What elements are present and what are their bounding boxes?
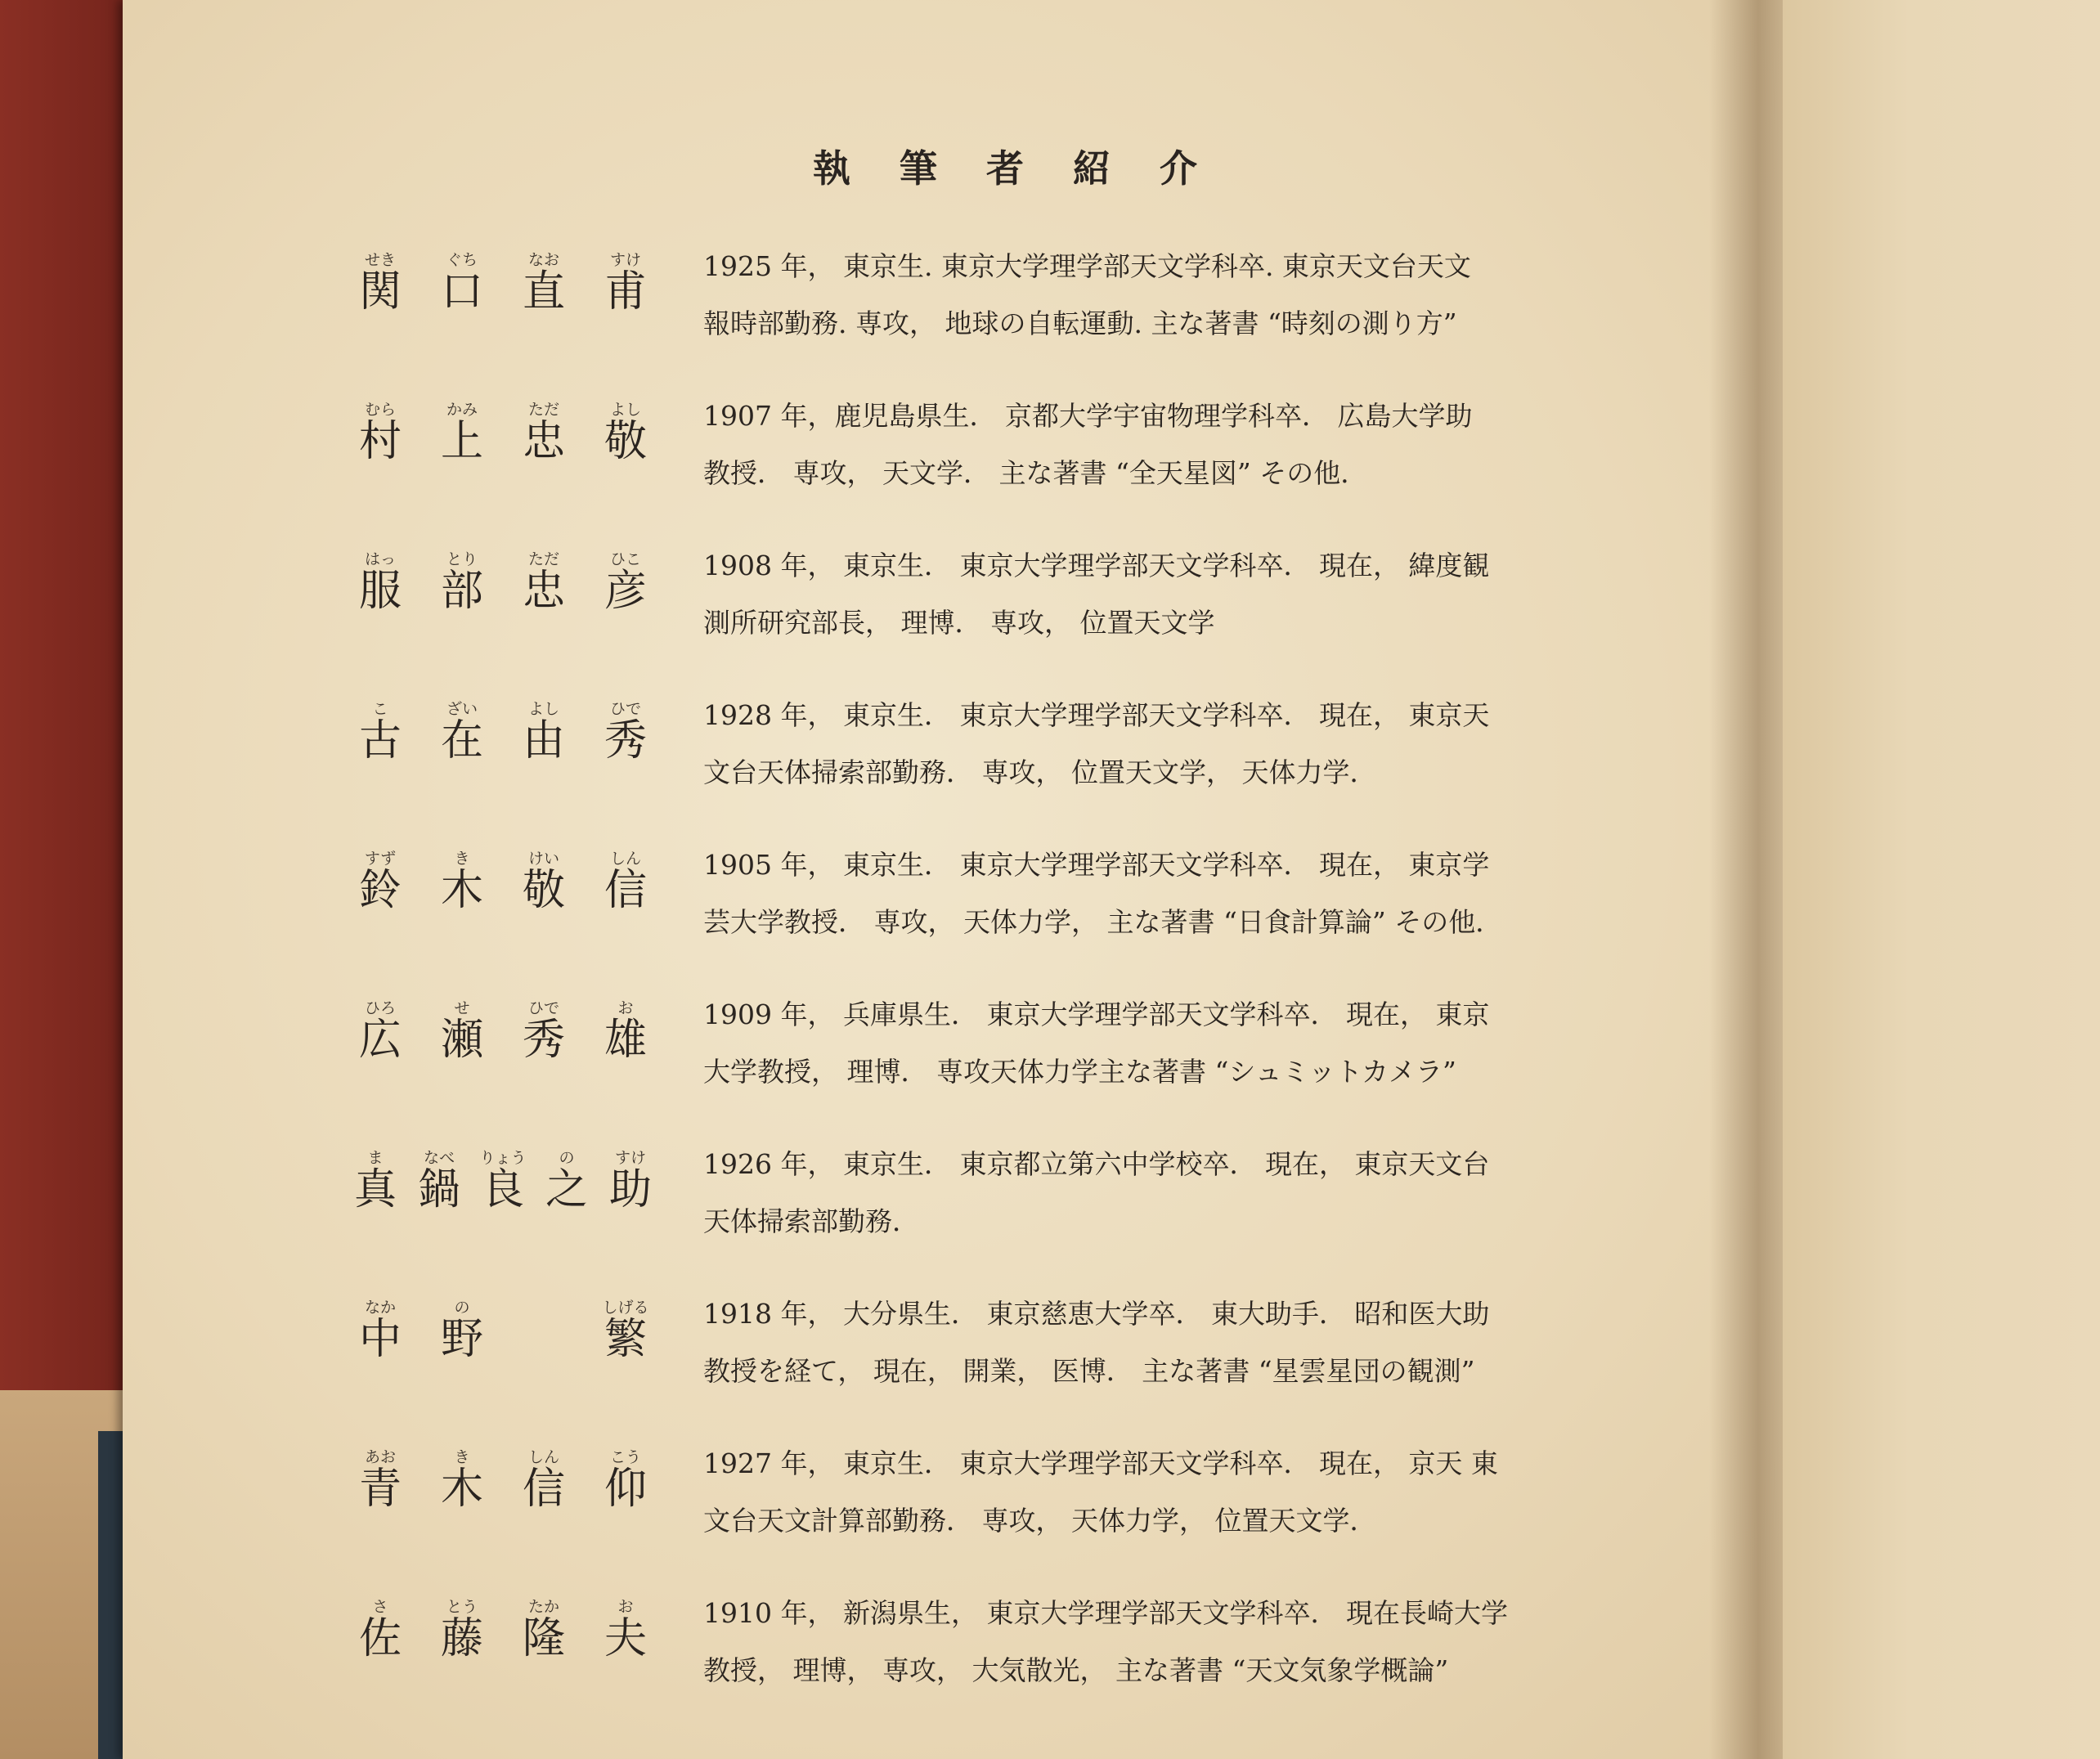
name-kanji: 信	[604, 866, 647, 915]
furigana-reading: すけ	[609, 251, 641, 269]
author-name	[343, 1445, 662, 1512]
author-entry	[343, 1430, 1636, 1580]
name-character	[507, 1445, 581, 1512]
furigana-reading: お	[617, 999, 634, 1017]
name-character	[589, 547, 662, 614]
name-character	[425, 248, 499, 315]
biography-line: 1926 年， 東京生． 東京都立第六中学校卒． 現在， 東京天文台	[703, 1148, 1490, 1180]
name-character	[425, 697, 499, 764]
name-character	[589, 1595, 662, 1662]
author-entry	[343, 383, 1636, 532]
furigana-reading: ただ	[527, 550, 559, 568]
author-name	[343, 547, 662, 614]
name-kanji: 忠	[522, 567, 565, 616]
name-character	[343, 547, 417, 614]
name-character	[343, 697, 417, 764]
biography-line: 芸大学教授． 専攻， 天体力学， 主な著書 “日食計算論” その他．	[703, 906, 1503, 938]
furigana-reading: たか	[527, 1598, 559, 1616]
furigana-reading: りょう	[479, 1149, 527, 1167]
furigana-reading: の	[454, 1299, 470, 1317]
name-character	[507, 248, 581, 315]
author-biography	[703, 1286, 1636, 1400]
name-character	[343, 996, 417, 1063]
name-kanji: 口	[440, 267, 483, 316]
author-biography	[703, 986, 1636, 1101]
biography-line: 1905 年， 東京生． 東京大学理学部天文学科卒． 現在， 東京学	[703, 849, 1490, 881]
biography-line: 文台天文計算部勤務． 専攻， 天体力学， 位置天文学．	[703, 1505, 1377, 1537]
name-kanji: 仰	[604, 1465, 647, 1514]
furigana-reading: ざい	[446, 700, 478, 718]
name-character	[343, 1295, 417, 1362]
name-kanji: 雄	[604, 1016, 647, 1065]
name-character	[425, 547, 499, 614]
furigana-reading: しん	[527, 1448, 559, 1466]
furigana-reading: よし	[527, 700, 559, 718]
biography-line: 1910 年， 新潟県生， 東京大学理学部天文学科卒． 現在長崎大学	[703, 1597, 1508, 1629]
furigana-reading: なべ	[423, 1149, 455, 1167]
name-kanji: 村	[358, 417, 402, 466]
author-entry	[343, 1580, 1636, 1730]
biography-line: 1908 年， 東京生． 東京大学理学部天文学科卒． 現在， 緯度観	[703, 550, 1490, 581]
name-kanji: 中	[358, 1315, 402, 1364]
biography-line: 大学教授， 理博． 専攻天体力学主な著書 “シュミットカメラ”	[703, 1056, 1456, 1088]
name-kanji: 在	[440, 716, 483, 765]
name-character	[507, 547, 581, 614]
name-kanji: 野	[440, 1315, 483, 1364]
name-character	[425, 1595, 499, 1662]
biography-line: 1907 年，鹿児島県生． 京都大学宇宙物理学科卒． 広島大学助	[703, 400, 1473, 432]
name-kanji: 服	[358, 567, 402, 616]
name-kanji: 瀬	[440, 1016, 483, 1065]
biography-line: 測所研究部長， 理博． 専攻， 位置天文学	[703, 607, 1215, 639]
name-character	[425, 996, 499, 1063]
name-character	[425, 846, 499, 913]
name-kanji: 秀	[604, 716, 647, 765]
name-kanji: 秀	[522, 1016, 565, 1065]
author-biography	[703, 1585, 1636, 1699]
furigana-reading: あお	[364, 1448, 396, 1466]
name-kanji: 部	[440, 567, 483, 616]
name-kanji: 藤	[440, 1614, 483, 1663]
furigana-reading: の	[559, 1149, 575, 1167]
furigana-reading: こう	[609, 1448, 641, 1466]
author-name	[343, 1595, 662, 1662]
author-biography	[703, 238, 1636, 352]
name-kanji: 夫	[604, 1614, 647, 1663]
author-entry	[343, 1281, 1636, 1430]
name-kanji: 鈴	[358, 866, 402, 915]
name-kanji: 敬	[604, 417, 647, 466]
name-kanji: 彦	[604, 567, 647, 616]
author-biography	[703, 1136, 1636, 1250]
name-character	[425, 1445, 499, 1512]
name-character	[589, 1445, 662, 1512]
furigana-reading: とう	[446, 1598, 478, 1616]
furigana-reading: き	[454, 850, 470, 868]
name-character	[589, 1295, 662, 1362]
name-kanji: 助	[608, 1165, 652, 1214]
author-biography	[703, 687, 1636, 801]
author-biography	[703, 837, 1636, 951]
name-character	[343, 248, 417, 315]
name-kanji: 青	[358, 1465, 402, 1514]
name-kanji: 広	[358, 1016, 402, 1065]
name-character	[471, 1146, 535, 1213]
author-name	[343, 996, 662, 1063]
author-name	[343, 846, 662, 913]
name-kanji: 繁	[604, 1315, 647, 1364]
name-character	[589, 996, 662, 1063]
page-title: 執 筆 者 紹 介	[812, 146, 1216, 191]
biography-line: 1909 年， 兵庫県生． 東京大学理学部天文学科卒． 現在， 東京	[703, 998, 1490, 1030]
furigana-reading: とり	[446, 550, 478, 568]
author-entry	[343, 832, 1636, 981]
name-character	[535, 1146, 599, 1213]
biography-line: 教授． 専攻， 天文学． 主な著書 “全天星図” その他．	[703, 457, 1368, 489]
furigana-reading: ただ	[527, 401, 559, 419]
name-character	[425, 1295, 499, 1362]
furigana-reading: すけ	[614, 1149, 646, 1167]
biography-line: 1925 年， 東京生. 東京大学理学部天文学科卒. 東京天文台天文	[703, 250, 1471, 282]
name-character	[507, 846, 581, 913]
furigana-reading: はっ	[364, 550, 396, 568]
name-character	[589, 397, 662, 464]
author-biography	[703, 537, 1636, 652]
name-kanji: 直	[522, 267, 565, 316]
name-kanji: 上	[440, 417, 483, 466]
name-kanji: 信	[522, 1465, 565, 1514]
name-kanji: 甫	[604, 267, 647, 316]
name-character	[507, 1295, 581, 1362]
furigana-reading: ひこ	[609, 550, 641, 568]
furigana-reading: しん	[609, 850, 641, 868]
furigana-reading: せ	[454, 999, 470, 1017]
furigana-reading: ひで	[609, 700, 641, 718]
name-character	[343, 397, 417, 464]
name-kanji: 忠	[522, 417, 565, 466]
author-name	[343, 397, 662, 464]
furigana-reading: ひで	[527, 999, 559, 1017]
biography-line: 教授， 理博， 専攻， 大気散光， 主な著書 “天文気象学概論”	[703, 1654, 1449, 1686]
biography-line: 文台天体掃索部勤務． 専攻， 位置天文学， 天体力学．	[703, 756, 1377, 788]
furigana-reading: お	[617, 1598, 634, 1616]
name-kanji: 之	[545, 1165, 588, 1214]
name-character	[589, 248, 662, 315]
name-kanji: 佐	[358, 1614, 402, 1663]
name-character	[425, 397, 499, 464]
furigana-reading: なお	[527, 251, 559, 269]
author-list	[343, 233, 1636, 1730]
name-kanji: 木	[440, 866, 483, 915]
furigana-reading: こ	[372, 700, 388, 718]
furigana-reading: せき	[364, 251, 396, 269]
name-character	[599, 1146, 662, 1213]
name-character	[507, 697, 581, 764]
furigana-reading: き	[454, 1448, 470, 1466]
name-kanji: 古	[358, 716, 402, 765]
furigana-reading: しげる	[602, 1299, 649, 1317]
name-character	[507, 996, 581, 1063]
name-kanji: 隆	[522, 1614, 565, 1663]
furigana-reading: よし	[609, 401, 641, 419]
name-kanji: 由	[522, 716, 565, 765]
author-name	[343, 248, 662, 315]
name-kanji: 鍋	[417, 1165, 460, 1214]
name-kanji: 木	[440, 1465, 483, 1514]
name-character	[343, 1595, 417, 1662]
author-name	[343, 1295, 662, 1362]
name-character	[589, 846, 662, 913]
name-character	[343, 846, 417, 913]
furigana-reading: ひろ	[364, 999, 396, 1017]
author-biography	[703, 1435, 1636, 1550]
author-entry	[343, 981, 1636, 1131]
biography-line: 1928 年， 東京生． 東京大学理学部天文学科卒． 現在， 東京天	[703, 699, 1490, 731]
biography-line: 教授を経て， 現在， 開業， 医博． 主な著書 “星雲星団の観測”	[703, 1355, 1475, 1387]
furigana-reading: さ	[372, 1598, 388, 1616]
author-name	[343, 697, 662, 764]
author-entry	[343, 532, 1636, 682]
name-kanji: 敬	[522, 866, 565, 915]
furigana-reading: ま	[367, 1149, 384, 1167]
author-name	[343, 1146, 662, 1213]
furigana-reading: すず	[364, 850, 397, 868]
name-character	[343, 1146, 407, 1213]
furigana-reading: なか	[364, 1299, 396, 1317]
biography-line: 1927 年， 東京生． 東京大学理学部天文学科卒． 現在， 京天 東	[703, 1447, 1498, 1479]
author-entry	[343, 682, 1636, 832]
name-character	[407, 1146, 471, 1213]
biography-line: 1918 年， 大分県生． 東京慈恵大学卒． 東大助手． 昭和医大助	[703, 1298, 1490, 1330]
name-kanji: 真	[353, 1165, 397, 1214]
name-character	[343, 1445, 417, 1512]
biography-line: 報時部勤務. 専攻， 地球の自転運動. 主な著書 “時刻の測り方”	[703, 307, 1457, 339]
facing-page	[1783, 0, 2100, 1759]
name-character	[589, 697, 662, 764]
furigana-reading: けい	[527, 850, 559, 868]
name-character	[507, 397, 581, 464]
biography-line: 天体掃索部勤務．	[703, 1205, 919, 1237]
name-kanji: 関	[358, 267, 402, 316]
author-entry	[343, 233, 1636, 383]
furigana-reading: かみ	[446, 401, 478, 419]
author-entry	[343, 1131, 1636, 1281]
furigana-reading: ぐち	[446, 251, 478, 269]
furigana-reading: むら	[364, 401, 396, 419]
name-kanji: 良	[481, 1165, 524, 1214]
name-character	[507, 1595, 581, 1662]
author-biography	[703, 388, 1636, 502]
